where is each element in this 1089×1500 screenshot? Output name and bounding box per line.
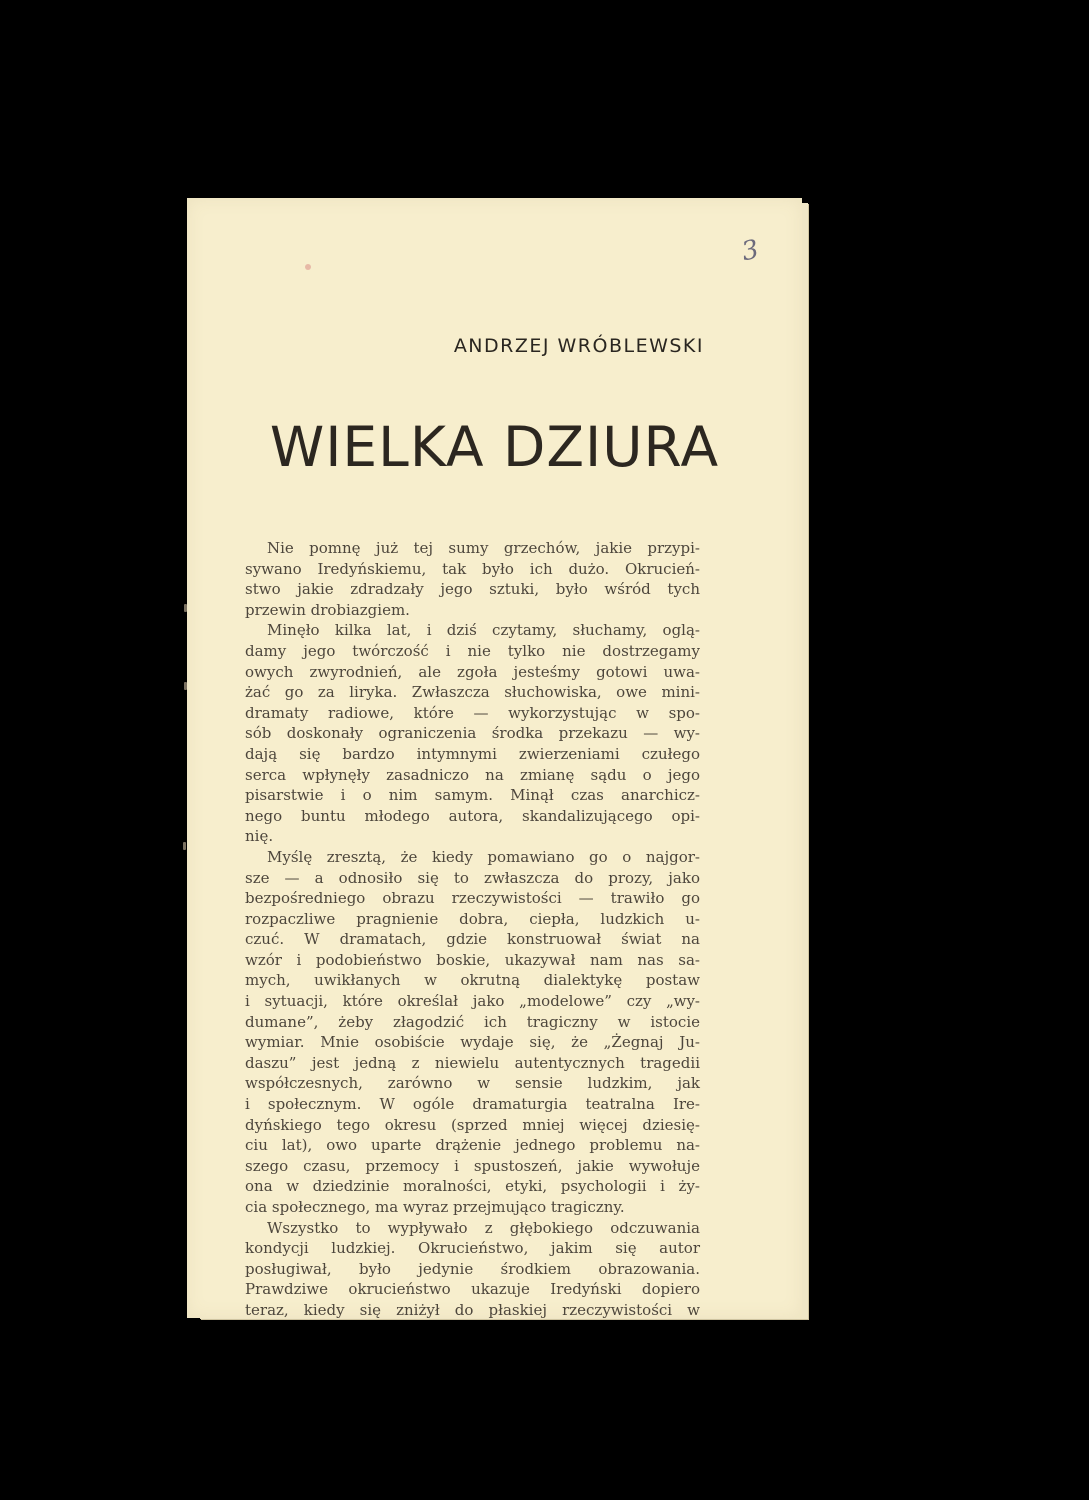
- text-line: sób doskonały ograniczenia środka przekazu — wy-: [245, 724, 700, 743]
- text-line: wzór i podobieństwo boskie, ukazywał nam nas sa-: [245, 950, 700, 969]
- paper-speck: [305, 264, 311, 270]
- text-line: dumane”, żeby złagodzić ich tragiczny w istocie: [245, 1012, 700, 1031]
- text-line: mych, uwikłanych w okrutną dialektykę postaw: [245, 971, 700, 990]
- text-line: Minęło kilka lat, i dziś czytamy, słuchamy, oglą-: [267, 621, 700, 640]
- text-line: ona w dziedzinie moralności, etyki, psychologii i ży-: [245, 1177, 700, 1196]
- text-line: dramaty radiowe, które — wykorzystując w spo-: [245, 703, 700, 722]
- text-line: przewin drobiazgiem.: [245, 600, 410, 619]
- text-line: współczesnych, zarówno w sensie ludzkim, jak: [245, 1074, 700, 1093]
- handwritten-page-number: 3: [739, 234, 762, 268]
- text-line: szego czasu, przemocy i spustoszeń, jakie wywołuje: [245, 1156, 700, 1175]
- text-line: rozpaczliwe pragnienie dobra, ciepła, ludzkich u-: [245, 909, 700, 928]
- article-title: WIELKA DZIURA: [269, 415, 720, 479]
- text-line: sywano Iredyńskiemu, tak było ich dużo. Okrucień-: [245, 559, 700, 578]
- text-line: teraz, kiedy się zniżył do płaskiej rzeczywistości w: [245, 1300, 700, 1319]
- text-line: Prawdziwe okrucieństwo ukazuje Iredyński dopiero: [245, 1280, 700, 1299]
- text-line: serca wpłynęły zasadniczo na zmianę sądu o jego: [245, 765, 700, 784]
- text-line: stwo jakie zdradzały jego sztuki, było wśród tych: [245, 580, 700, 599]
- article-body: [245, 538, 700, 1321]
- text-line: ciu lat), owo uparte drążenie jednego problemu na-: [245, 1136, 700, 1155]
- text-line: bezpośredniego obrazu rzeczywistości — trawiło go: [245, 889, 700, 908]
- text-line: żać go za liryka. Zwłaszcza słuchowiska, owe mini-: [245, 683, 700, 702]
- text-line: dają się bardzo intymnymi zwierzeniami czułego: [245, 744, 700, 763]
- text-line: sze — a odnosiło się to zwłaszcza do prozy, jako: [245, 868, 700, 887]
- document-page: [187, 198, 802, 1318]
- text-line: nię.: [245, 827, 274, 846]
- text-line: damy jego twórczość i nie tylko nie dostrzegamy: [245, 641, 700, 660]
- article-paragraph: [245, 847, 700, 1218]
- article-paragraph: [245, 620, 700, 847]
- margin-mark: [184, 682, 187, 690]
- text-line: i sytuacji, które określał jako „modelowe” czy „wy-: [245, 992, 700, 1011]
- text-line: Wszystko to wypływało z głębokiego odczuwania: [267, 1218, 700, 1237]
- article-paragraph: [245, 538, 700, 620]
- text-line: daszu” jest jedną z niewielu autentycznych tragedii: [245, 1053, 700, 1072]
- author-name: ANDRZEJ WRÓBLEWSKI: [453, 335, 704, 357]
- margin-mark: [183, 842, 186, 850]
- text-line: pisarstwie i o nim samym. Minął czas anarchicz-: [245, 786, 700, 805]
- text-line: wymiar. Mnie osobiście wydaje się, że „Żegnaj Ju-: [245, 1033, 700, 1052]
- text-line: Nie pomnę już tej sumy grzechów, jakie przypi-: [267, 539, 700, 557]
- article-paragraph: [245, 1218, 700, 1321]
- margin-mark: [184, 604, 187, 612]
- text-line: owych zwyrodnień, ale zgoła jesteśmy gotowi uwa-: [245, 662, 700, 681]
- text-line: nego buntu młodego autora, skandalizującego opi-: [245, 806, 700, 825]
- text-line: posługiwał, było jedynie środkiem obrazowania.: [245, 1259, 700, 1278]
- text-line: kondycji ludzkiej. Okrucieństwo, jakim się autor: [245, 1239, 700, 1258]
- text-line: dyńskiego tego okresu (sprzed mniej więcej dziesię-: [245, 1115, 700, 1134]
- text-line: Myślę zresztą, że kiedy pomawiano go o najgor-: [267, 847, 700, 866]
- text-line: i społecznym. W ogóle dramaturgia teatralna Ire-: [245, 1095, 700, 1114]
- text-line: cia społecznego, ma wyraz przejmująco tragiczny.: [245, 1198, 625, 1216]
- text-line: czuć. W dramatach, gdzie konstruował świat na: [245, 930, 700, 949]
